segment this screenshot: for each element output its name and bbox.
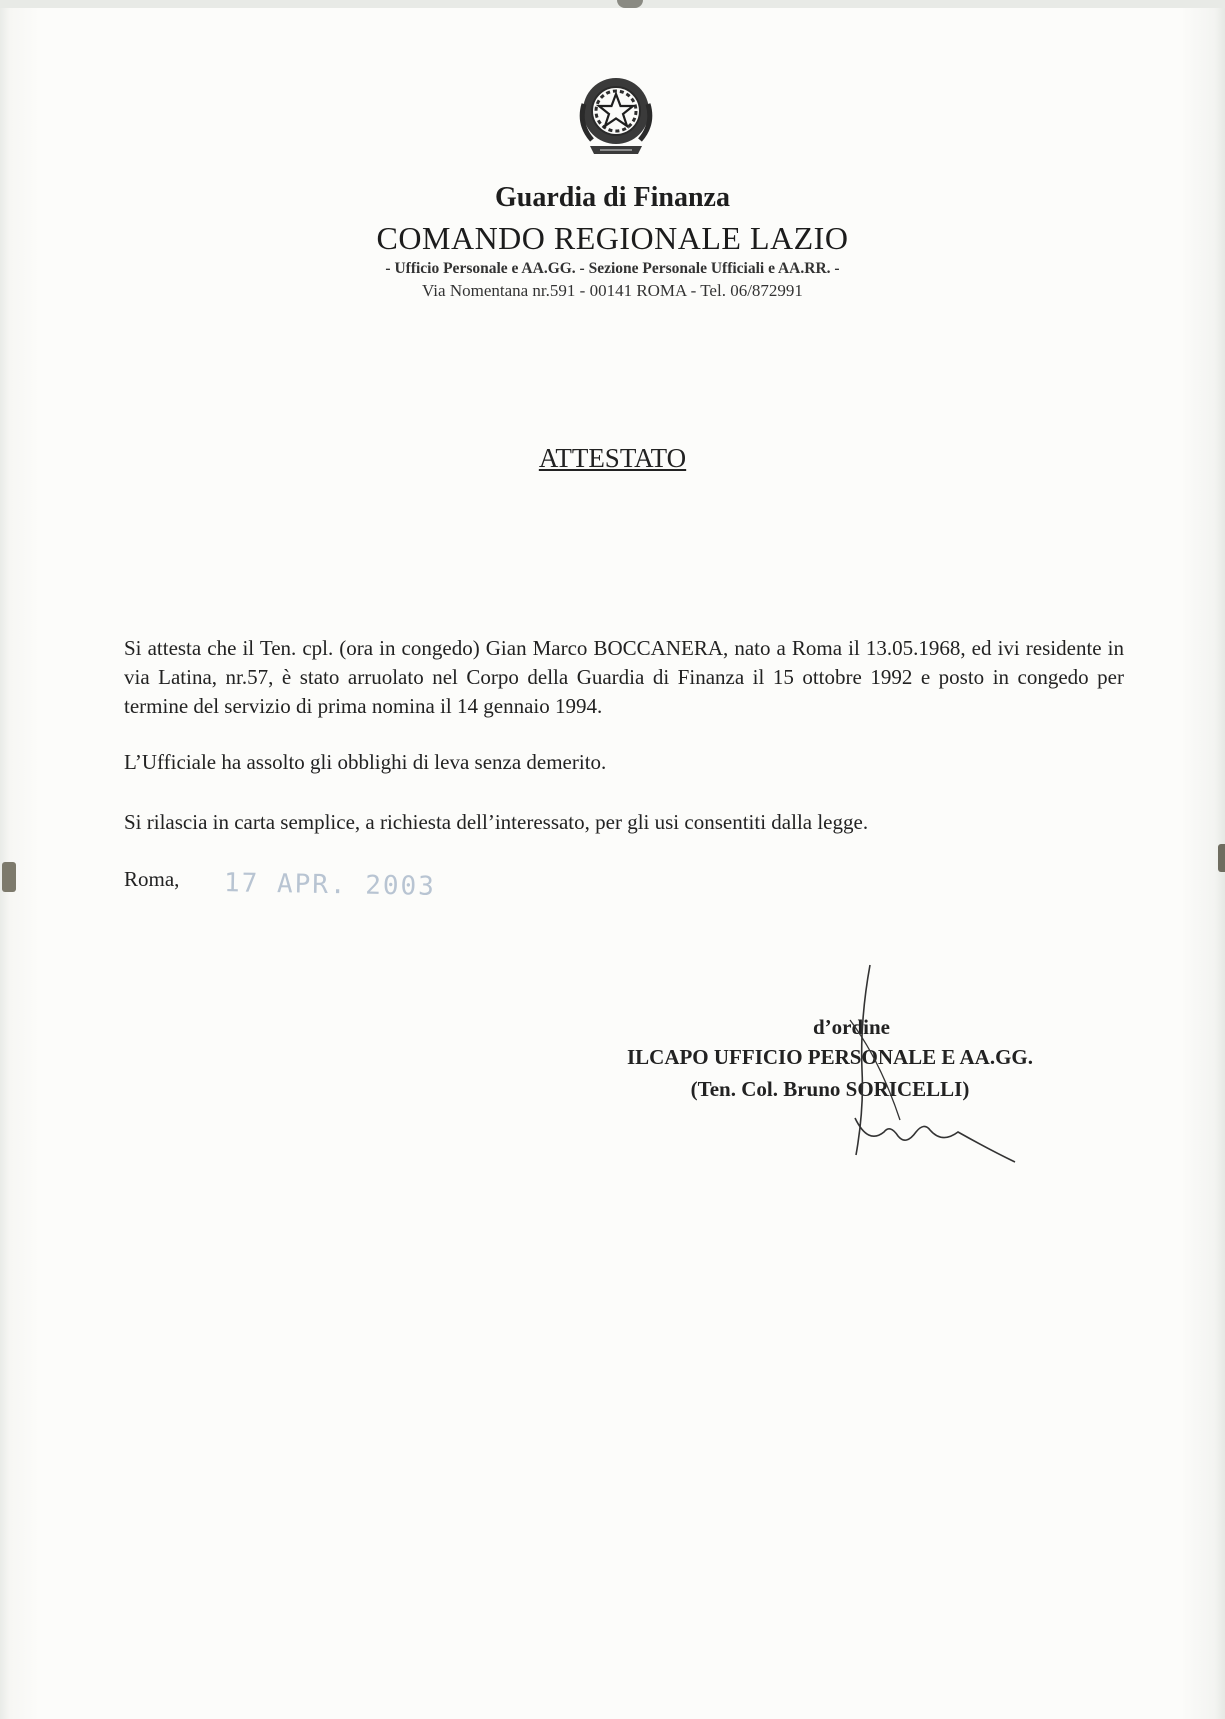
republic-emblem-icon: [570, 64, 662, 162]
date-place: Roma,: [124, 867, 180, 891]
handwritten-signature-icon: [760, 960, 1020, 1170]
address-line: Via Nomentana nr.591 - 00141 ROMA - Tel. 06/872991: [422, 281, 803, 300]
signature-by-order: d’ordine: [812, 1015, 890, 1039]
frame-clip-top: [617, 0, 643, 8]
document-title: ATTESTATO: [538, 443, 687, 473]
body-paragraph-2: L’Ufficiale ha assolto gli obblighi di leva senza demerito.: [124, 750, 607, 774]
scan-top-edge: [0, 0, 1225, 8]
frame-clip-right: [1218, 844, 1225, 872]
organization-name: Guardia di Finanza: [495, 182, 730, 213]
frame-clip-left: [2, 862, 16, 892]
office-line: - Ufficio Personale e AA.GG. - Sezione Personale Ufficiali e AA.RR. -: [385, 260, 840, 277]
command-name: COMANDO REGIONALE LAZIO: [376, 220, 849, 256]
signature-role: ILCAPO UFFICIO PERSONALE E AA.GG.: [626, 1045, 1034, 1069]
body-paragraph-1: Si attesta che il Ten. cpl. (ora in congedo) Gian Marco BOCCANERA, nato a Roma il 13.05.1968, ed ivi residente in via Latina, nr.57, è stato arruolato nel Corpo della Guardia di Finanza il 15 ottobre 1992 e posto in congedo per termine del servizio di prima nomina il 14 gennaio 1994.: [124, 636, 1124, 718]
date-stamp: 17 APR. 2003: [223, 868, 437, 902]
body-paragraph-3: Si rilascia in carta semplice, a richiesta dell’interessato, per gli usi consentiti dalla legge.: [124, 810, 869, 834]
signature-name: (Ten. Col. Bruno SORICELLI): [690, 1077, 970, 1101]
